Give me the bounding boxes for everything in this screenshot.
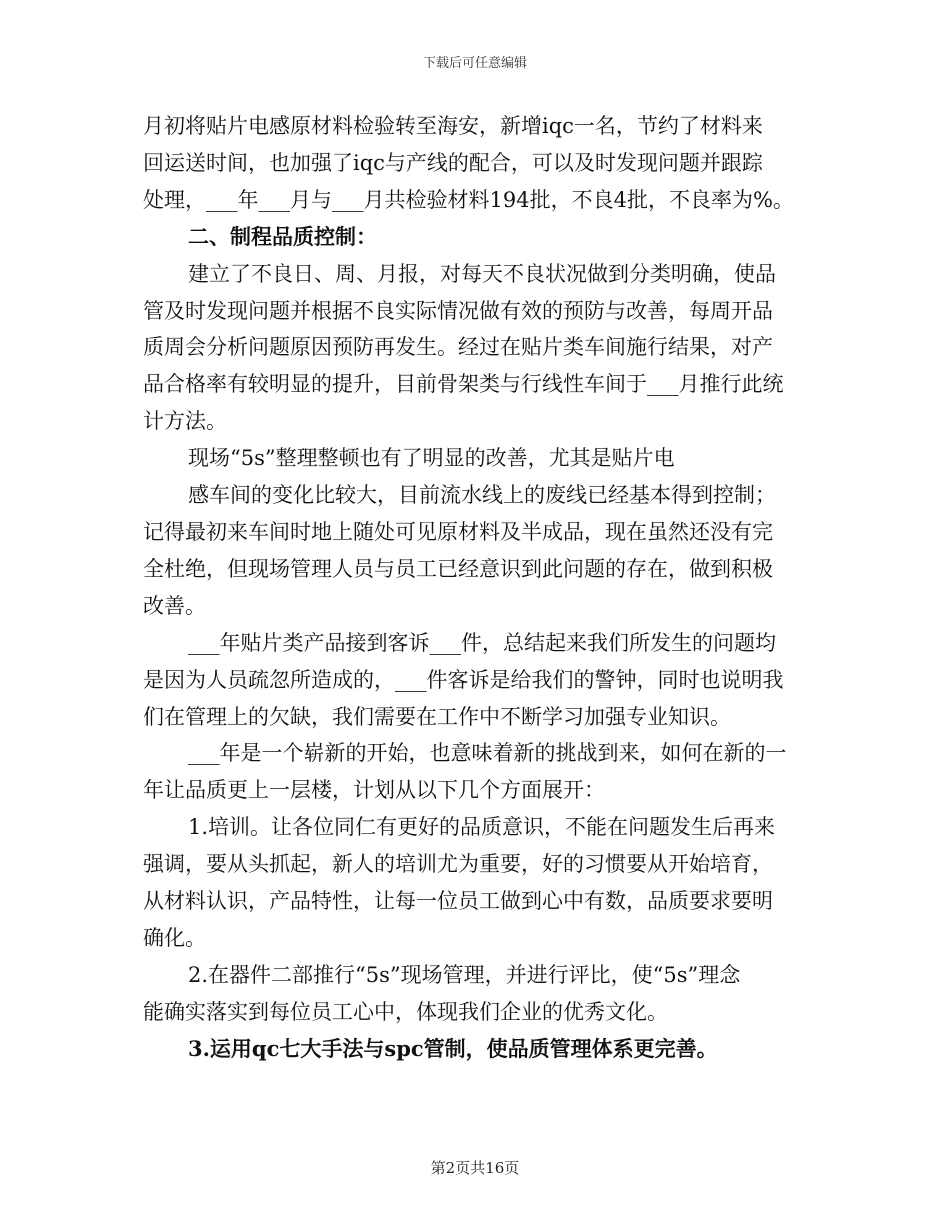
text-line: 全杜绝，但现场管理人员与员工已经意识到此问题的存在，做到积极 xyxy=(143,556,773,581)
page-header: 下载后可任意编辑 xyxy=(422,56,527,71)
text-line: ___年贴片类产品接到客诉___件，总结起来我们所发生的问题均 xyxy=(188,630,776,655)
list-item-text: 2.在器件二部推行“5s”现场管理，并进行评比，使“5s”理念 xyxy=(188,962,741,987)
text-line: 感车间的变化比较大，目前流水线上的废线已经基本得到控制； xyxy=(188,483,776,508)
text-line: 品合格率有较明显的提升，目前骨架类与行线性车间于___月推行此统 xyxy=(143,372,784,397)
text-line: 管及时发现问题并根据不良实际情况做有效的预防与改善，每周开品 xyxy=(143,298,773,323)
list-item-heading: 3.运用qc七大手法与spc管制，使品质管理体系更完善。 xyxy=(188,1035,718,1061)
text-line: 从材料认识，产品特性，让每一位员工做到心中有数，品质要求要明 xyxy=(143,889,773,914)
text-line: 改善。 xyxy=(143,593,206,618)
text-line: 处理，___年___月与___月共检验材料194批，不良4批，不良率为%。 xyxy=(143,187,794,212)
text-line: 计方法。 xyxy=(143,409,227,434)
text-line: 们在管理上的欠缺，我们需要在工作中不断学习加强专业知识。 xyxy=(143,704,731,729)
text-line: 月初将贴片电感原材料检验转至海安，新增iqc一名，节约了材料来 xyxy=(143,114,763,138)
text-line: 质周会分析问题原因预防再发生。经过在贴片类车间施行结果，对产 xyxy=(143,335,773,360)
text-line: 记得最初来车间时地上随处可见原材料及半成品，现在虽然还没有完 xyxy=(143,519,773,544)
list-item-text: 1.培训。让各位同仁有更好的品质意识，不能在问题发生后再来 xyxy=(188,815,776,840)
page-footer: 第2页共16页 xyxy=(430,1159,520,1177)
text-line: 回运送时间，也加强了iqc与产线的配合，可以及时发现问题并跟踪 xyxy=(143,150,763,175)
document-body xyxy=(143,108,813,1068)
section-heading: 二、制程品质控制： xyxy=(188,223,377,249)
text-line: 建立了不良日、周、月报，对每天不良状况做到分类明确，使品 xyxy=(188,261,776,286)
text-line: 能确实落实到每位员工心中，体现我们企业的优秀文化。 xyxy=(143,999,668,1024)
text-line: 现场“5s”整理整顿也有了明显的改善，尤其是贴片电 xyxy=(188,446,675,471)
text-line: ___年是一个崭新的开始，也意味着新的挑战到来，如何在新的一 xyxy=(188,741,787,766)
text-line: 年让品质更上一层楼，计划从以下几个方面展开： xyxy=(143,778,605,803)
text-line: 确化。 xyxy=(143,925,206,950)
text-line: 强调，要从头抓起，新人的培训尤为重要，好的习惯要从开始培育， xyxy=(143,852,773,877)
text-line: 是因为人员疏忽所造成的，___件客诉是给我们的警钟，同时也说明我 xyxy=(143,667,784,692)
